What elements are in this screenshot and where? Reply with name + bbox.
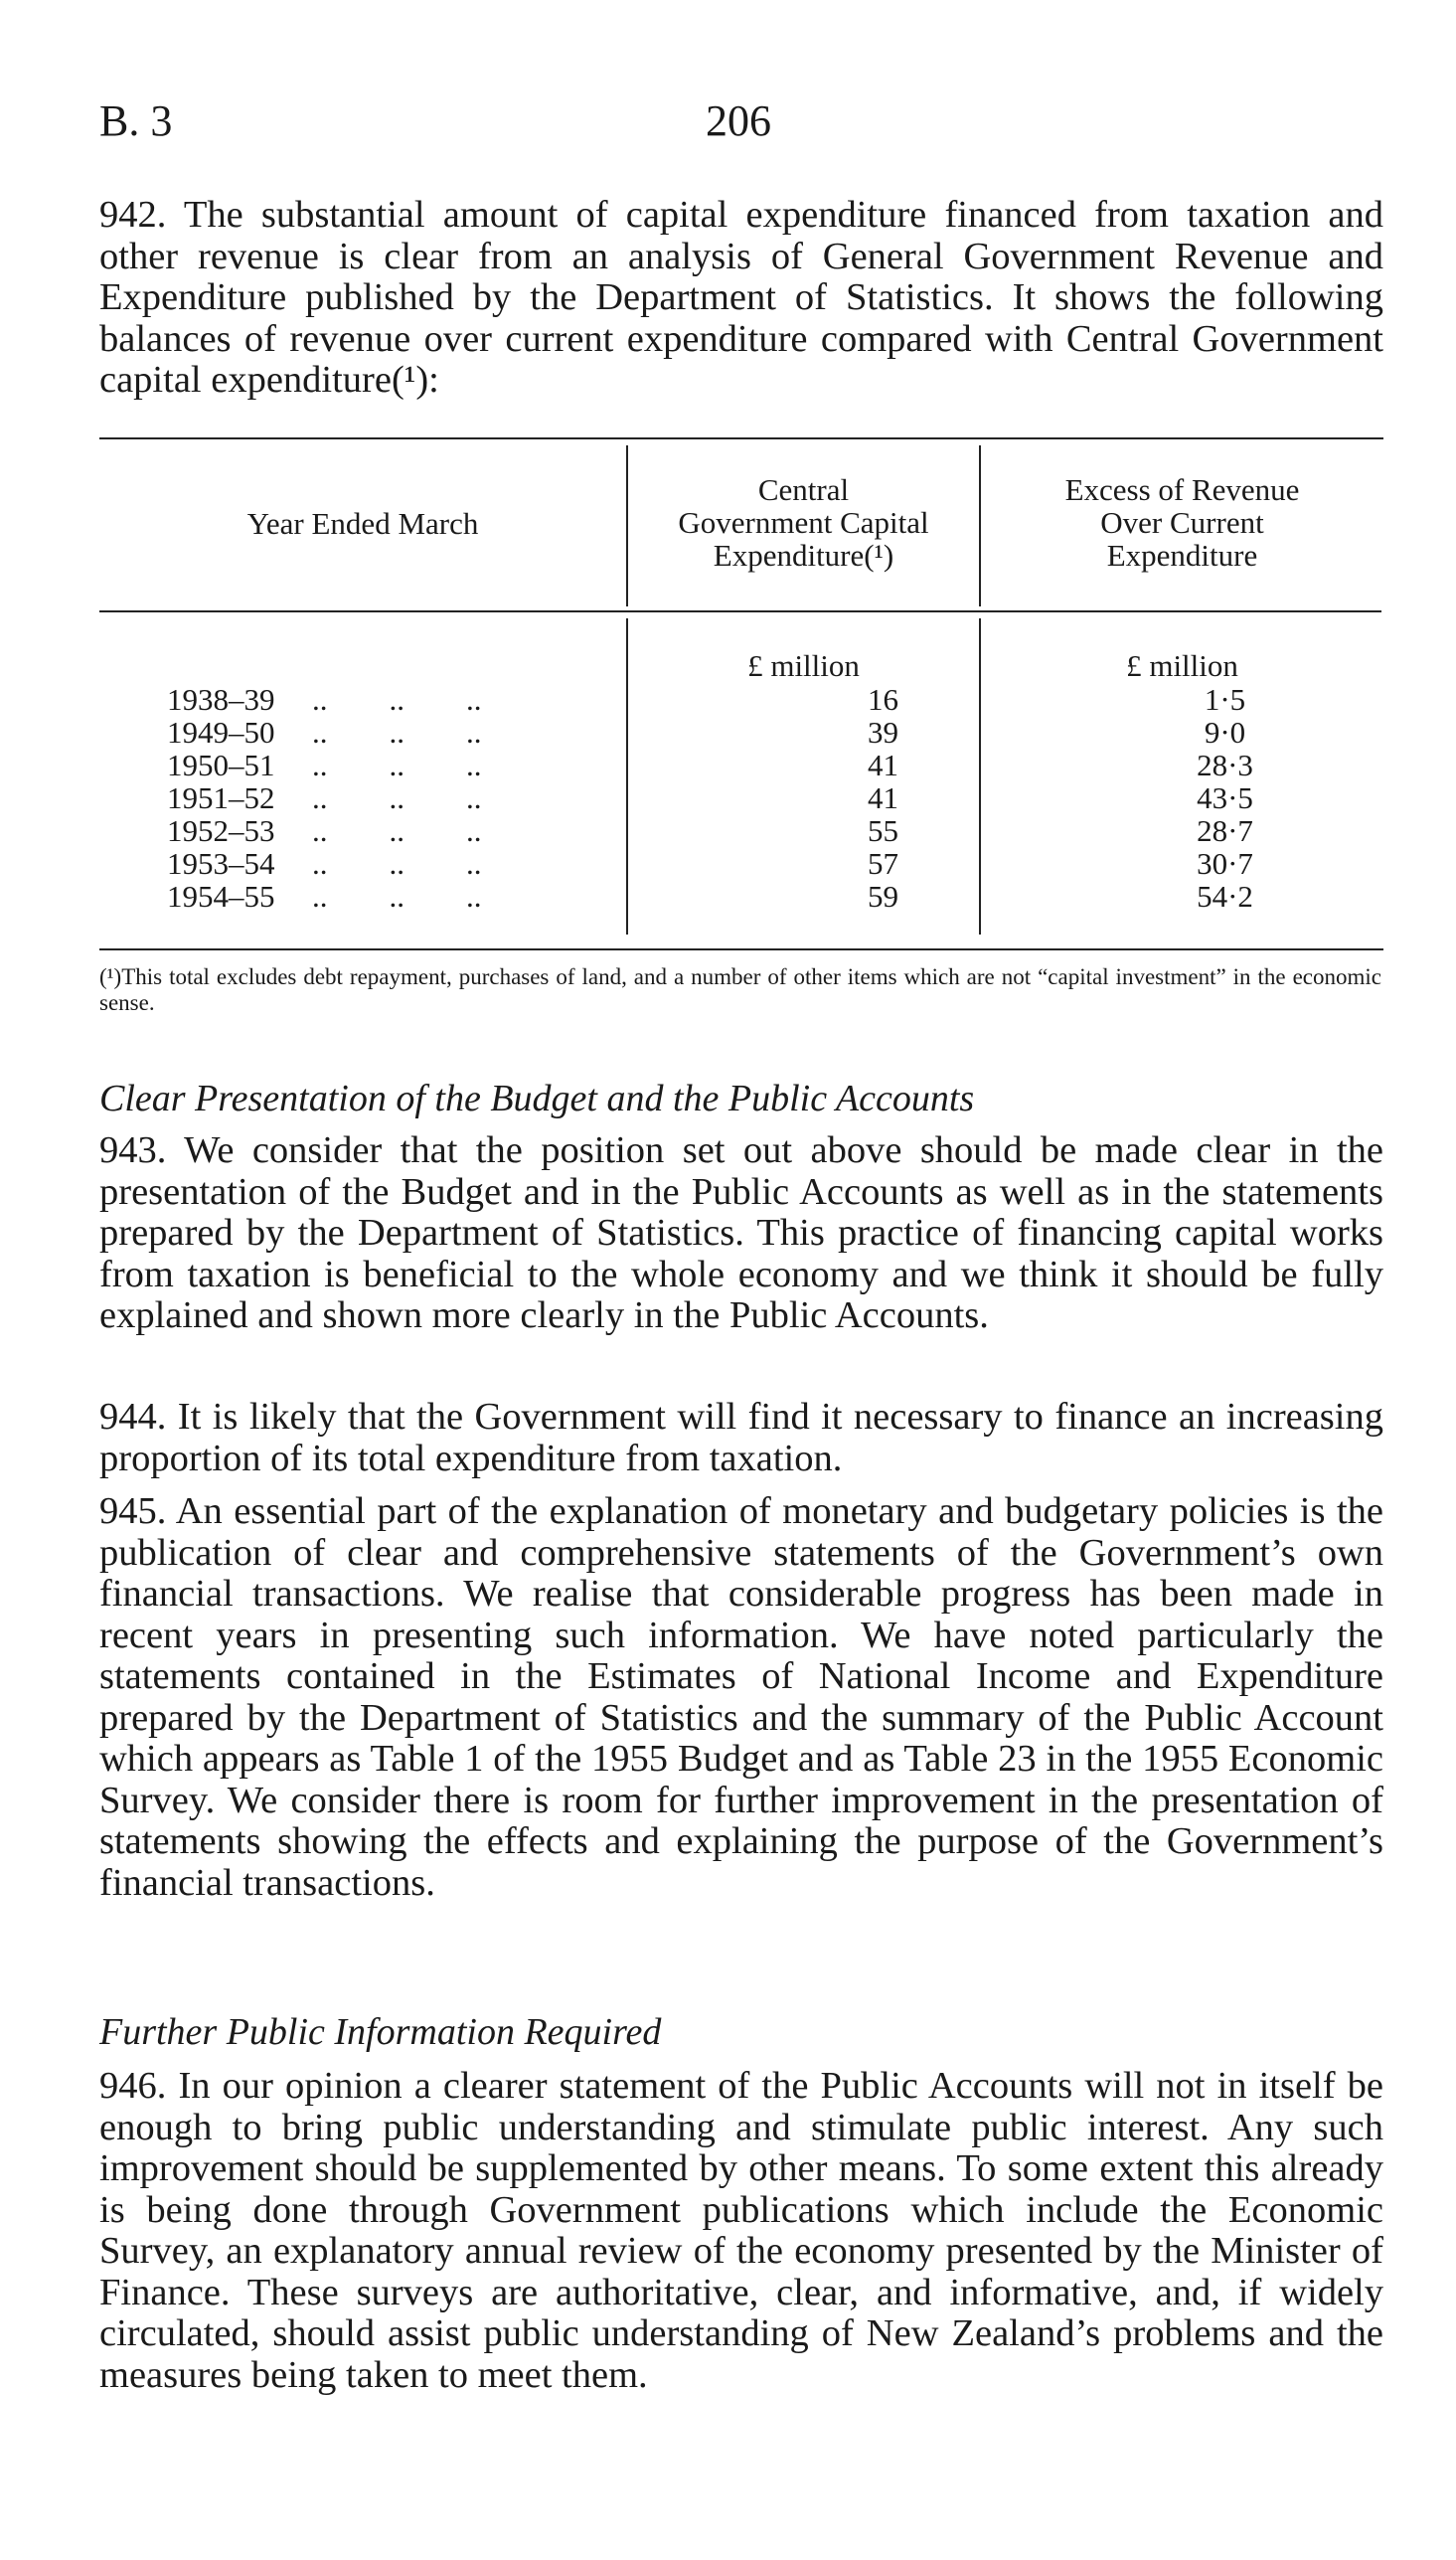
table-top-rule (99, 437, 1383, 439)
paragraph-942: 942. The substantial amount of capital expenditure financed from taxation and other revenue is clear from an analysis of General Government Revenue and Expenditure published by the Department of Statistics. It shows the following balances of revenue over current expenditure compared with Central Government capital expenditure(¹): (99, 194, 1383, 401)
row-leader-dots: .. .. .. (312, 879, 482, 914)
row-excess-value: 9·0 (1204, 715, 1246, 750)
row-capital-value: 41 (868, 748, 898, 782)
row-leader-dots: .. .. .. (312, 780, 482, 815)
col-header-capital-line-2: Government Capital (678, 505, 929, 540)
row-year: 1952–53 (167, 813, 275, 848)
paragraph-944: 944. It is likely that the Government will find it necessary to finance an increasing proportion of its total expenditure from taxation. (99, 1396, 1383, 1479)
col-header-excess-line-2: Over Current (1100, 505, 1264, 540)
section-label: B. 3 (99, 96, 173, 145)
row-leader-dots: .. .. .. (312, 748, 482, 782)
paragraph-943: 943. We consider that the position set out above should be made clear in the presentation of the Budget and in the Public Accounts as well as in the statements prepared by the Department of Statistics. This practice of financing capital works from taxation is beneficial to the whole economy and we think it should be fully explained and shown more clearly in the Public Accounts. (99, 1129, 1383, 1336)
paragraph-945: 945. An essential part of the explanation of monetary and budgetary policies is the publication of clear and comprehensive statements of the Government’s own financial transactions. We realise that considerable progress has been made in recent years in presenting such information. We have noted particularly the statements contained in the Estimates of National Income and Expenditure prepared by the Department of Statistics and the summary of the Public Account which appears as Table 1 of the 1955 Budget and as Table 23 in the 1955 Economic Survey. We consider there is room for further improvement in the presentation of statements showing the effects and explaining the purpose of the Government’s financial transactions. (99, 1490, 1383, 1904)
table-row (99, 715, 1381, 748)
unit-capital: £ million (747, 648, 860, 683)
table-row (99, 780, 1381, 813)
row-excess-value: 30·7 (1197, 846, 1253, 881)
row-excess-value: 28·3 (1197, 748, 1253, 782)
paragraph-946: 946. In our opinion a clearer statement of the Public Accounts will not in itself be enough to bring public understanding and stimulate public interest. Any such improvement should be supplemented by other means. To some extent this already is being done through Government publications which include the Economic Survey, an explanatory annual review of the economy presented by the Minister of Finance. These surveys are authoritative, clear, and informative, and, if widely circulated, should assist public understanding of New Zealand’s problems and the measures being taken to meet them. (99, 2065, 1383, 2396)
row-excess-value: 1·5 (1204, 682, 1246, 717)
row-capital-value: 16 (868, 682, 898, 717)
section-heading-information: Further Public Information Required (99, 2011, 662, 2053)
col-header-capital (628, 473, 979, 572)
row-leader-dots: .. .. .. (312, 682, 482, 717)
table-row (99, 813, 1381, 846)
row-excess-value: 43·5 (1197, 780, 1253, 815)
row-excess-value: 28·7 (1197, 813, 1253, 848)
row-capital-value: 57 (868, 846, 898, 881)
row-year: 1950–51 (167, 748, 275, 782)
row-capital-value: 59 (868, 879, 898, 914)
row-capital-value: 55 (868, 813, 898, 848)
table-row (99, 748, 1381, 780)
row-leader-dots: .. .. .. (312, 846, 482, 881)
row-year: 1954–55 (167, 879, 275, 914)
row-capital-value: 41 (868, 780, 898, 815)
col-header-year: Year Ended March (246, 506, 479, 541)
col-header-excess (981, 473, 1383, 572)
row-year: 1949–50 (167, 715, 275, 750)
row-year: 1953–54 (167, 846, 275, 881)
row-capital-value: 39 (868, 715, 898, 750)
section-heading-budget: Clear Presentation of the Budget and the Public Accounts (99, 1078, 975, 1119)
table-row (99, 682, 1381, 715)
row-leader-dots: .. .. .. (312, 813, 482, 848)
table-footnote: (¹)This total excludes debt repayment, purchases of land, and a number of other items which are not “capital investment” in the economic sense. (99, 964, 1381, 1015)
col-header-capital-line-3: Expenditure(¹) (713, 538, 894, 573)
col-header-excess-line-3: Expenditure (1106, 538, 1258, 573)
col-header-capital-line-1: Central (757, 472, 850, 507)
page-number: 206 (706, 96, 771, 145)
table-bottom-rule (99, 948, 1383, 950)
table-row (99, 879, 1381, 912)
row-year: 1951–52 (167, 780, 275, 815)
unit-excess: £ million (1126, 648, 1238, 683)
col-header-excess-line-1: Excess of Revenue (1064, 472, 1300, 507)
row-year: 1938–39 (167, 682, 275, 717)
table-row (99, 846, 1381, 879)
row-leader-dots: .. .. .. (312, 715, 482, 750)
row-excess-value: 54·2 (1197, 879, 1253, 914)
table-header-rule (99, 610, 1381, 612)
